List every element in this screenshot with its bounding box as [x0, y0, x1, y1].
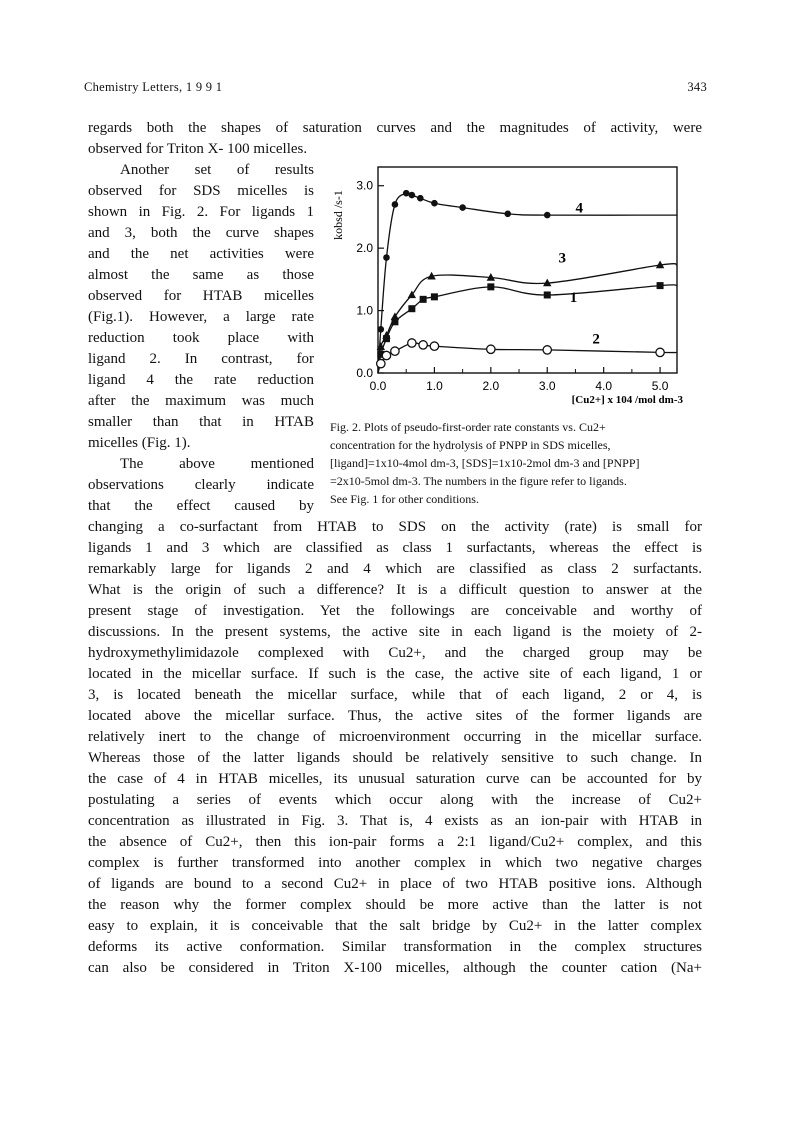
text-line: complex is further transformed into another complex in which two negative charges: [88, 855, 702, 871]
data-point-series-2: [543, 346, 551, 354]
y-tick-label: 2.0: [356, 241, 373, 256]
series-label: 2: [592, 331, 600, 348]
data-point-series-2: [377, 359, 385, 367]
text-line: observed for Triton X- 100 micelles.: [88, 141, 308, 157]
text-line: What is the origin of such a difference? It is a difficult question to answer at the: [88, 582, 702, 598]
x-tick-label: 0.0: [369, 379, 387, 393]
figure-caption-line: =2x10-5mol dm-3. The numbers in the figure refer to ligands.: [330, 474, 627, 488]
data-point-series-1: [391, 318, 398, 325]
text-line: the case of 4 in HTAB micelles, its unusual saturation curve can be accounted for by: [88, 771, 702, 787]
data-point-series-4: [383, 254, 390, 261]
text-line: remarkably large for ligands 2 and 4 which are classified as class 2 surfactants.: [88, 561, 702, 577]
text-line: of ligands are bound to a second Cu2+ in place of two HTAB positive ions. Although: [88, 876, 702, 892]
text-line: The above mentioned: [120, 456, 314, 472]
data-point-series-2: [430, 342, 438, 350]
text-line: after the maximum was much: [88, 393, 314, 409]
data-point-series-2: [382, 351, 390, 359]
text-line: and the net activities were: [88, 246, 314, 262]
text-line: and 3, both the curve shapes: [88, 225, 314, 241]
data-point-series-4: [403, 190, 410, 197]
text-line: located above the micellar surface. Thus, the active sites of the former ligands are: [88, 708, 702, 724]
text-line: smaller than that in HTAB: [88, 414, 314, 430]
text-line: concentration as illustrated in Fig. 3. That is, 4 exists as an ion-pair with HTAB in: [88, 813, 702, 829]
text-line: easy to explain, it is conceivable that the salt bridge by Cu2+ in the latter complex: [88, 918, 702, 934]
data-point-series-4: [504, 211, 511, 218]
data-point-series-1: [487, 283, 494, 290]
text-line: observations clearly indicate: [88, 477, 314, 493]
data-point-series-2: [419, 341, 427, 349]
text-line: the reason why the former complex should be more active than the latter is not: [88, 897, 702, 913]
figure-caption-line: concentration for the hydrolysis of PNPP in SDS micelles,: [330, 438, 611, 452]
running-header: Chemistry Letters, 1 9 9 1: [84, 80, 223, 94]
x-tick-label: 2.0: [482, 379, 500, 393]
text-line: discussions. In the present systems, the active site in each ligand is the moiety of 2-: [88, 624, 702, 640]
text-line: the absence of Cu2+, then this ion-pair forms a 2:1 ligand/Cu2+ complex, and this: [88, 834, 702, 850]
page-number: 343: [687, 80, 707, 94]
series-label: 4: [575, 200, 583, 217]
text-line: observed for SDS micelles is: [88, 183, 314, 199]
text-line: postulating a series of events which occur along with the increase of Cu2+: [88, 792, 702, 808]
data-point-series-1: [383, 335, 390, 342]
text-line: relatively inert to the change of microenvironment occurring in the micellar surface.: [88, 729, 702, 745]
x-tick-label: 5.0: [651, 379, 669, 393]
x-tick-label: 1.0: [426, 379, 443, 393]
text-line: hydroxymethylimidazole complexed with Cu2+, and the charged group may be: [88, 645, 702, 661]
series-line-3: [378, 264, 677, 373]
figure-caption-line: Fig. 2. Plots of pseudo-first-order rate constants vs. Cu2+: [330, 420, 606, 434]
data-point-series-1: [408, 305, 415, 312]
data-point-series-2: [487, 345, 495, 353]
text-line: Whereas those of the latter ligands should be relatively sensitive to such change. In: [88, 750, 702, 766]
text-line: almost the same as those: [88, 267, 314, 283]
x-tick-label: 3.0: [538, 379, 556, 393]
text-line: 3, is located beneath the micellar surface, while that of each ligand, 2 or 4, is: [88, 687, 702, 703]
series-label: 1: [569, 289, 578, 306]
x-tick-label: 4.0: [595, 379, 613, 393]
text-line: present stage of investigation. Yet the followings are conceivable and worthy of: [88, 603, 702, 619]
data-point-series-2: [408, 339, 416, 347]
data-point-series-1: [544, 291, 551, 298]
text-line: changing a co-surfactant from HTAB to SDS on the activity (rate) is small for: [88, 519, 702, 535]
text-line: deforms its active conformation. Similar transformation in the complex structures: [88, 939, 702, 955]
data-point-series-2: [391, 347, 399, 355]
series-label: 3: [558, 250, 567, 267]
text-line: reduction took place with: [88, 330, 314, 346]
figure-2-chart: [318, 165, 702, 415]
figure-caption-line: [ligand]=1x10-4mol dm-3, [SDS]=1x10-2mol dm-3 and [PNPP]: [330, 456, 640, 470]
y-tick-label: 0.0: [356, 366, 373, 380]
text-line: located in the micellar surface. If such is the case, the active site of each ligand, 1 or: [88, 666, 702, 682]
data-point-series-4: [409, 192, 416, 199]
text-line: (Fig.1). However, a large rate: [88, 309, 314, 325]
data-point-series-4: [392, 201, 399, 208]
data-point-series-1: [657, 282, 664, 289]
data-point-series-4: [431, 200, 438, 207]
data-point-series-1: [420, 296, 427, 303]
text-line: regards both the shapes of saturation curves and the magnitudes of activity, were: [88, 120, 702, 136]
text-line: micelles (Fig. 1).: [88, 435, 191, 451]
y-tick-label: 3.0: [356, 178, 373, 193]
data-point-series-4: [417, 195, 424, 202]
text-line: ligand 4 the rate reduction: [88, 372, 314, 388]
data-point-series-2: [656, 348, 664, 356]
text-line: can also be considered in Triton X-100 micelles, although the counter cation (Na+: [88, 960, 702, 976]
data-point-series-4: [378, 326, 385, 333]
text-line: shown in Fig. 2. For ligands 1: [88, 204, 314, 220]
text-line: Another set of results: [120, 162, 314, 178]
figure-caption-line: See Fig. 1 for other conditions.: [330, 492, 479, 506]
data-point-series-4: [544, 212, 551, 219]
text-line: ligand 2. In contrast, for: [88, 351, 314, 367]
data-point-series-1: [431, 293, 438, 300]
y-tick-label: 1.0: [356, 303, 373, 318]
text-line: observed for HTAB micelles: [88, 288, 314, 304]
y-axis-label: kobsd /s-1: [331, 190, 345, 240]
text-line: that the effect caused by: [88, 498, 314, 514]
x-axis-label: [Cu2+] x 104 /mol dm-3: [571, 394, 683, 406]
text-line: ligands 1 and 3 which are classified as class 1 surfactants, whereas the effect is: [88, 540, 702, 556]
data-point-series-4: [459, 204, 466, 211]
